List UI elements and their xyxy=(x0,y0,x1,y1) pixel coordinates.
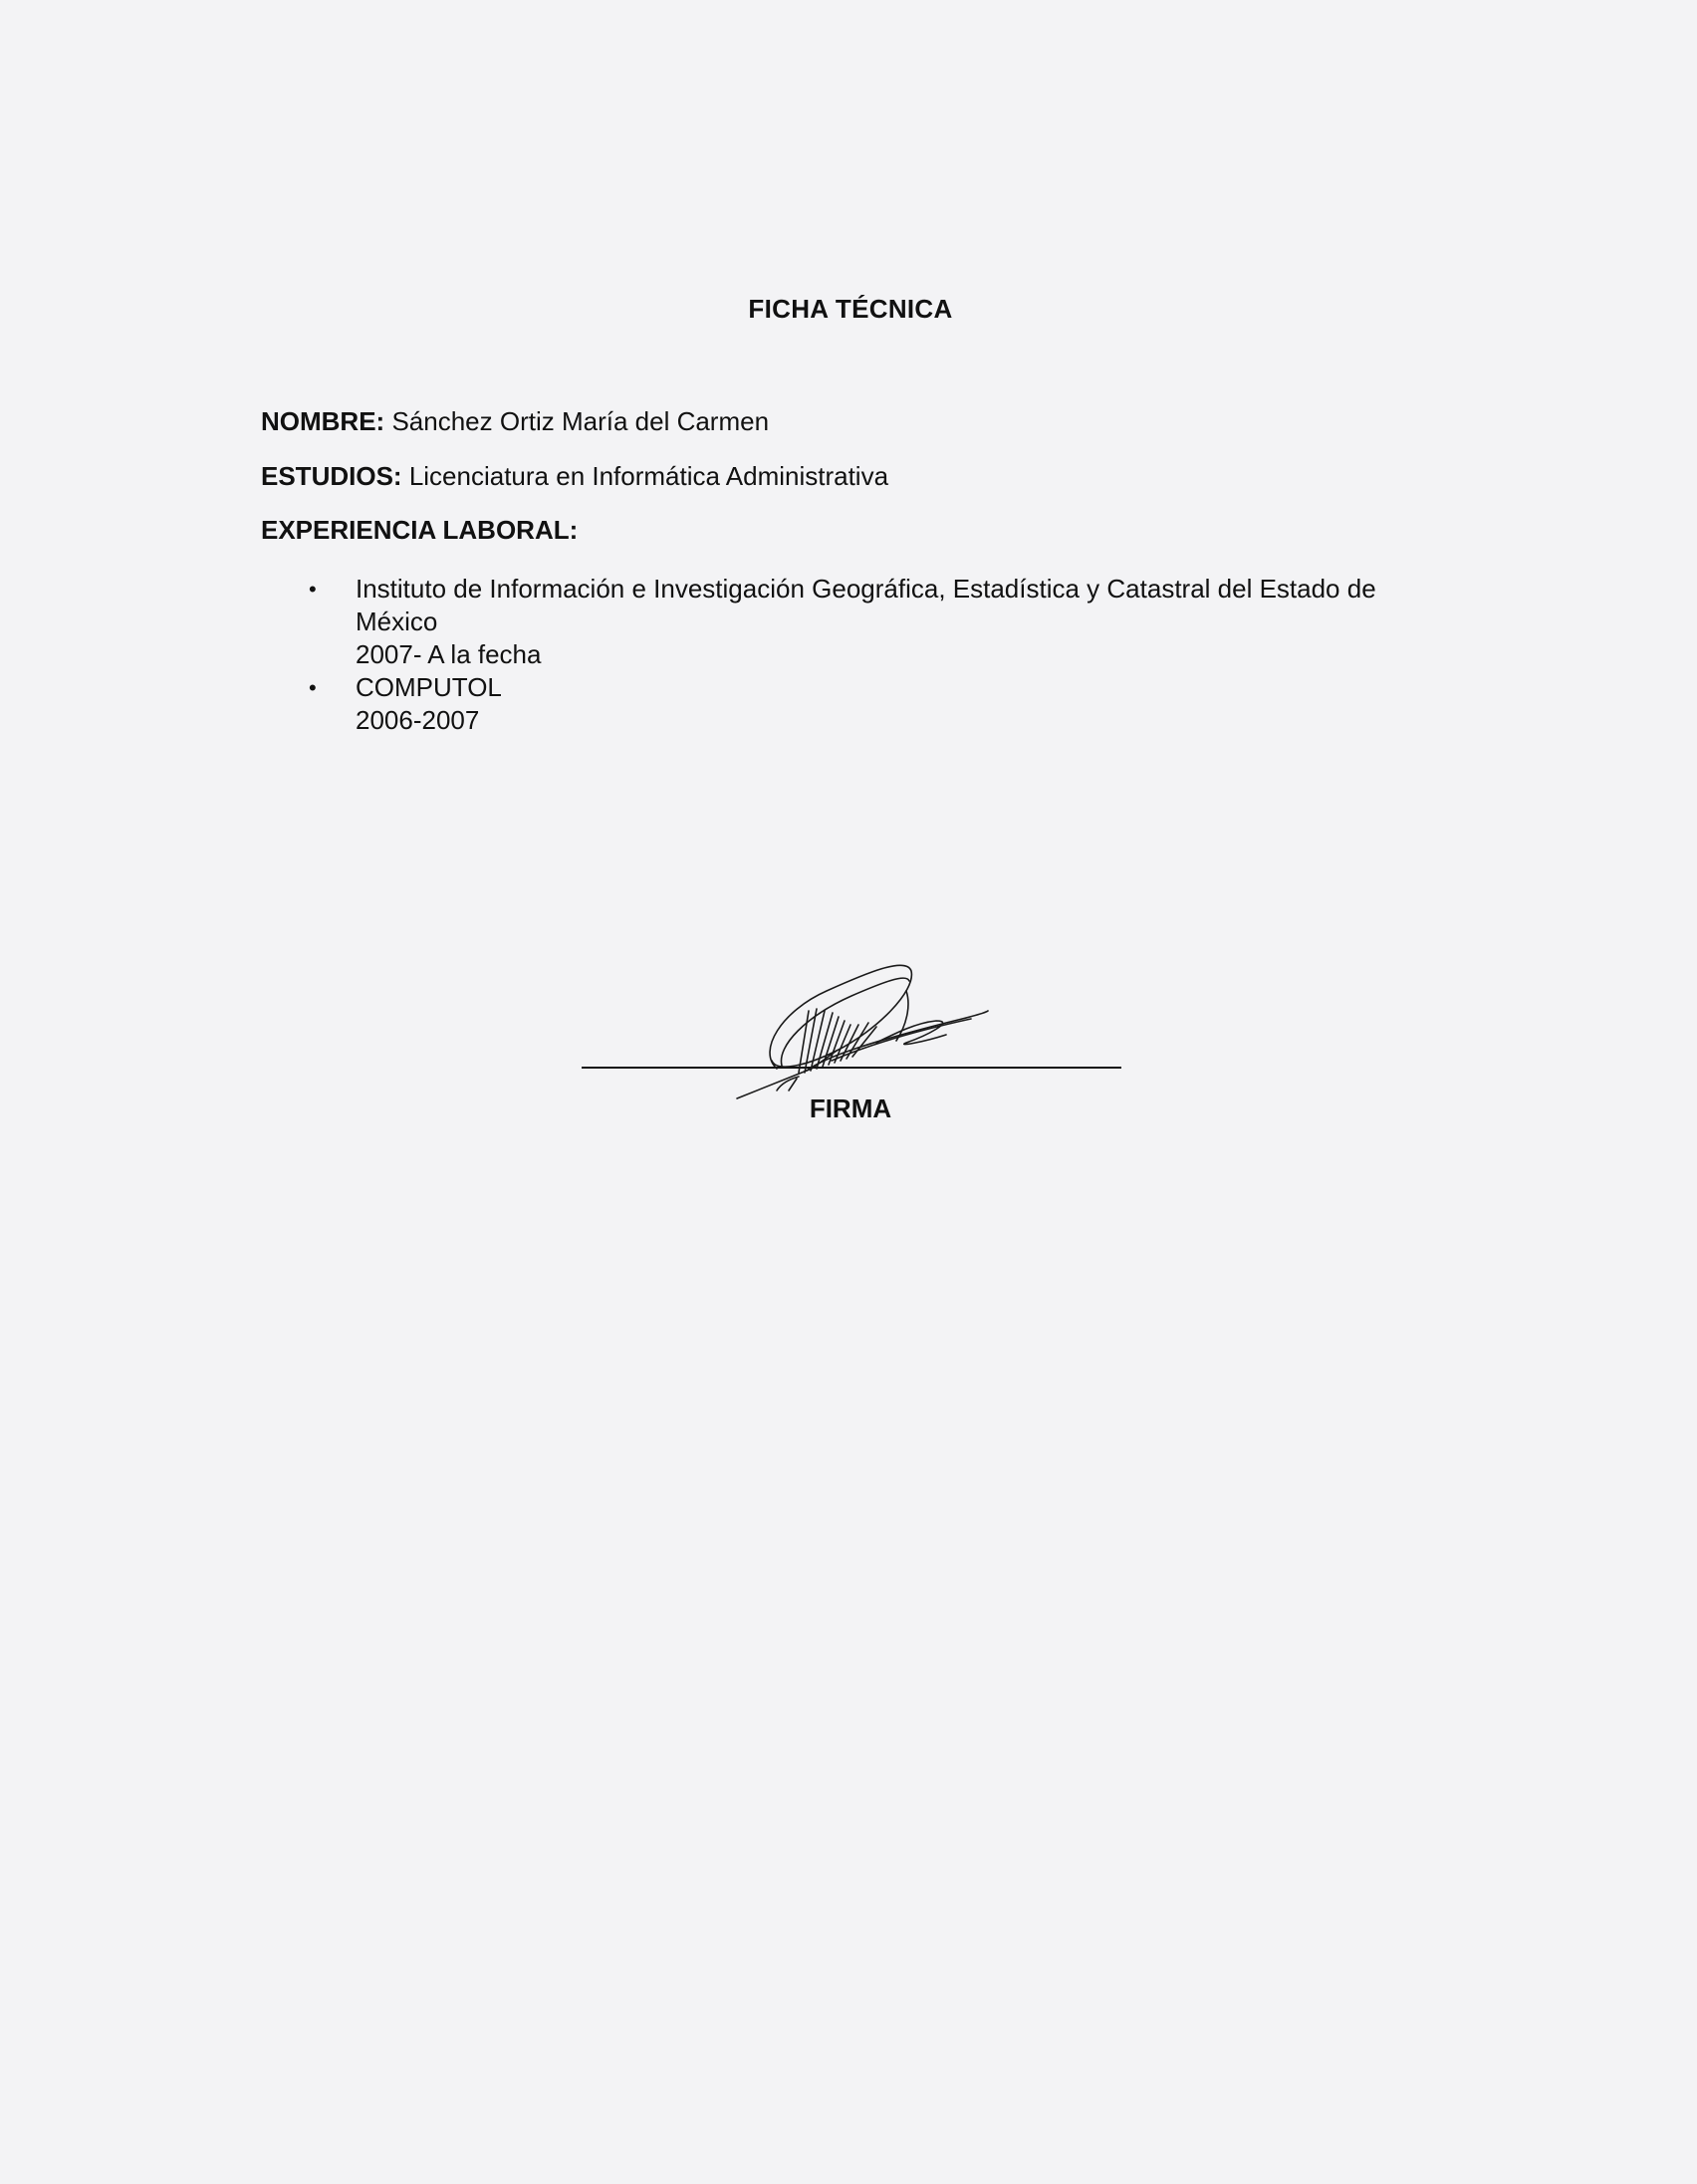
nombre-label: NOMBRE: xyxy=(261,406,385,436)
experience-employer-cont: México xyxy=(356,607,438,636)
bullet-icon: • xyxy=(309,675,317,700)
estudios-label: ESTUDIOS: xyxy=(261,461,402,491)
field-nombre xyxy=(261,406,769,437)
experiencia-label: EXPERIENCIA LABORAL: xyxy=(261,515,579,545)
experience-period: 2007- A la fecha xyxy=(356,639,542,669)
bullet-icon: • xyxy=(309,577,317,602)
list-item xyxy=(309,671,1451,737)
nombre-value: Sánchez Ortiz María del Carmen xyxy=(391,406,770,436)
experience-employer: Instituto de Información e Investigación Geográfica, Estadística y Catastral del Estado de xyxy=(356,574,1376,604)
signature-label: FIRMA xyxy=(809,1093,892,1123)
list-item xyxy=(309,573,1451,671)
document-title: FICHA TÉCNICA xyxy=(748,294,953,324)
field-estudios xyxy=(261,461,888,492)
experience-employer: COMPUTOL xyxy=(356,672,502,702)
experience-period: 2006-2007 xyxy=(356,705,480,735)
experiencia-list xyxy=(309,573,1451,737)
estudios-value: Licenciatura en Informática Administrativa xyxy=(408,461,889,491)
